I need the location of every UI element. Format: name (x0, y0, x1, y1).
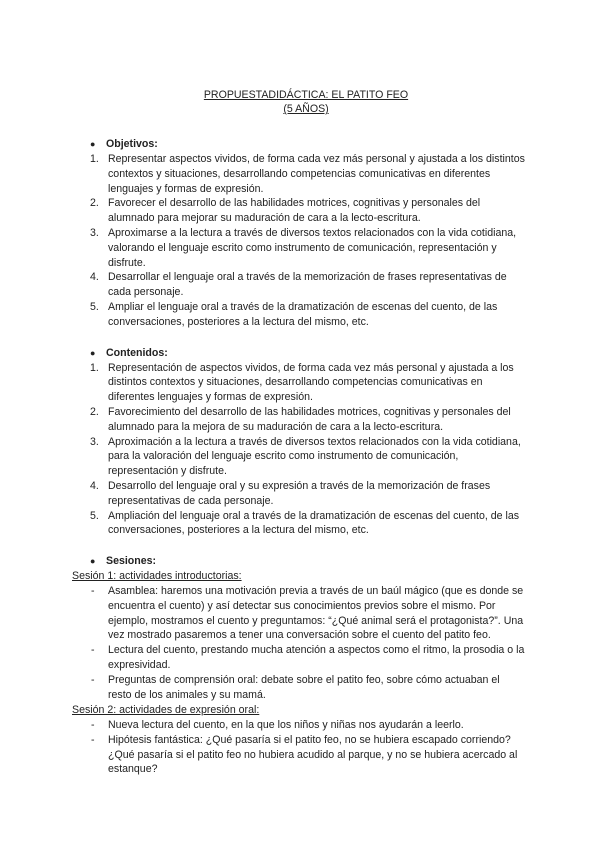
list-item (72, 300, 540, 330)
item-number: 4. (90, 271, 99, 284)
sesion-1-list (72, 584, 540, 702)
dash-marker: - (91, 644, 95, 657)
sesiones-heading-text: Sesiones: (106, 555, 157, 568)
item-number: 3. (90, 226, 99, 239)
list-item (72, 435, 540, 479)
list-item (72, 196, 540, 226)
contenidos-heading (72, 346, 540, 360)
item-number: 5. (90, 509, 99, 522)
list-item (72, 361, 540, 405)
list-item (72, 643, 540, 673)
item-number: 4. (90, 479, 99, 492)
item-number: 2. (90, 405, 99, 418)
item-text: Aproximación a la lectura a través de diversos textos relacionados con la vida cotidiana, para la valoración del lenguaje escrito como instrumento de comunicación, representación y disfrute. (108, 435, 521, 478)
item-text: Aproximarse a la lectura a través de diversos textos relacionados con la vida cotidiana, valorando el lenguaje escrito como instrumento de comunicación, representación y disfrute. (108, 226, 517, 269)
item-number: 1. (90, 153, 99, 165)
list-item (72, 226, 540, 270)
list-item (72, 152, 540, 196)
list-item (72, 584, 540, 643)
list-item (72, 405, 540, 435)
list-item (72, 673, 540, 703)
objetivos-heading (72, 137, 540, 151)
item-text: Representación de aspectos vividos, de forma cada vez más personal y ajustada a los distintos contextos y situaciones, desarrollando competencias comunicativas en diferentes lenguajes y formas de expresión. (108, 361, 514, 404)
contenidos-heading-text: Contenidos: (106, 346, 168, 359)
item-text: Asamblea: haremos una motivación previa a través de un baúl mágico (que es donde se encuentra el cuento) y así detectar sus conocimientos previos sobre el mismo. Por ejemplo, mostramos el cuento y preguntamos: “¿Qué animal será el protagonista?”. Una vez mostrado pasaremos a tener una conversación sobre el cuento del patito feo. (108, 584, 524, 642)
item-text: Ampliar el lenguaje oral a través de la dramatización de escenas del cuento, de las conversaciones, posteriores a la lectura del mismo, etc. (108, 300, 498, 328)
item-number: 3. (90, 435, 99, 448)
list-item (72, 270, 540, 300)
item-text: Representar aspectos vividos, de forma cada vez más personal y ajustada a los distintos contextos y situaciones, desarrollando competencias comunicativas en diferentes lenguajes y formas de expresión. (108, 153, 525, 195)
title-line-1: PROPUESTADIDÁCTICA: EL PATITO FEO (203, 89, 409, 101)
item-text: Favorecer el desarrollo de las habilidades motrices, cognitivas y personales del alumnado para mejorar su maduración de cara a la lecto-escritura. (108, 197, 481, 225)
item-text: Nueva lectura del cuento, en la que los niños y niñas nos ayudarán a leerlo. (108, 719, 464, 732)
item-number: 1. (90, 361, 99, 374)
item-text: Desarrollar el lenguaje oral a través de la memorización de frases representativas de cada personaje. (108, 271, 507, 299)
item-text: Hipótesis fantástica: ¿Qué pasaría si el patito feo, no se hubiera escapado corriendo? ¿Qué pasaría si el patito feo no hubiera acudido al parque, y no se hubiera acercado al estanque? (108, 733, 518, 776)
objetivos-list (72, 152, 540, 330)
sesion-1-title: Sesión 1: actividades introductorias: (72, 570, 242, 583)
item-text: Ampliación del lenguaje oral a través de la dramatización de escenas del cuento, de las conversaciones, posteriores a la lectura del mismo, etc. (108, 509, 520, 537)
dash-marker: - (91, 584, 95, 597)
item-number: 5. (90, 300, 99, 313)
contenidos-list (72, 361, 540, 539)
contenidos-section (72, 346, 540, 539)
list-item (72, 718, 540, 733)
list-item (72, 509, 540, 539)
dash-marker: - (91, 719, 95, 732)
item-text: Favorecimiento del desarrollo de las habilidades motrices, cognitivas y personales del alumnado para la mejora de su maduración de cara a la lecto-escritura. (108, 405, 511, 433)
bullet-icon: ● (90, 556, 96, 567)
title-line-2: (5 AÑOS) (283, 103, 329, 115)
dash-marker: - (91, 733, 95, 746)
bullet-icon: ● (90, 347, 96, 358)
sesion-2-title: Sesión 2: actividades de expresión oral: (72, 704, 260, 717)
sesiones-section (72, 554, 540, 777)
objetivos-section (72, 137, 540, 330)
objetivos-heading-text: Objetivos: (106, 138, 158, 150)
dash-marker: - (91, 673, 95, 686)
sesiones-heading (72, 554, 540, 568)
item-text: Desarrollo del lenguaje oral y su expresión a través de la memorización de frases representativas de cada personaje. (108, 479, 491, 507)
document-title (72, 88, 540, 116)
item-number: 2. (90, 197, 99, 210)
list-item (72, 479, 540, 509)
item-text: Lectura del cuento, prestando mucha atención a aspectos como el ritmo, la prosodia o la expresividad. (108, 644, 525, 671)
sesion-2-list (72, 718, 540, 777)
item-text: Preguntas de comprensión oral: debate sobre el patito feo, sobre cómo actuaban el resto de los animales y su mamá. (108, 673, 500, 701)
bullet-icon: ● (90, 139, 96, 149)
list-item (72, 733, 540, 777)
